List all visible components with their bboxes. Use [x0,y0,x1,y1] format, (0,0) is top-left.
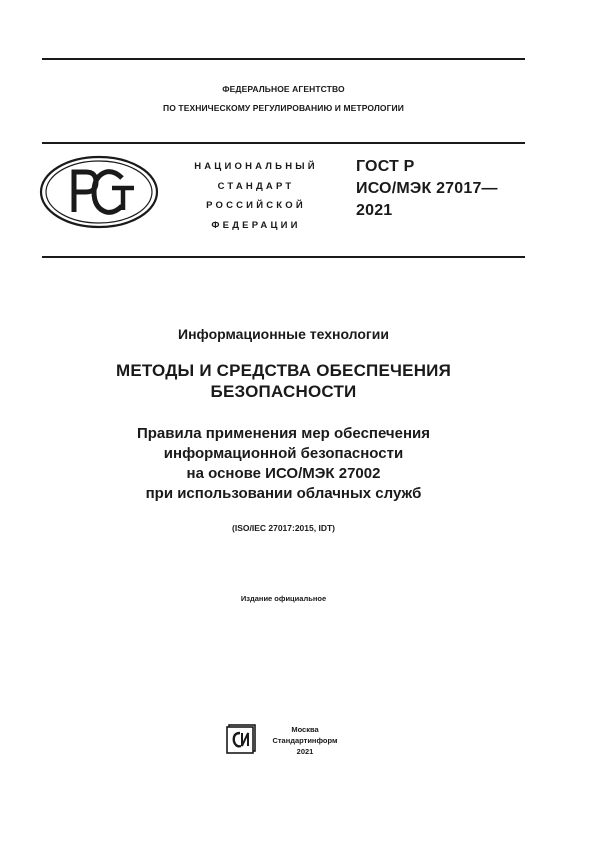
middle-rule [42,142,525,144]
publisher-name: Стандартинформ [272,736,338,745]
publisher-city: Москва [291,725,319,734]
subtitle-line-3: на основе ИСО/МЭК 27002 [186,465,381,482]
iso-reference: (ISO/IEC 27017:2015, IDT) [232,523,335,533]
agency-line-1: ФЕДЕРАЛЬНОЕ АГЕНТСТВО [222,84,345,94]
lower-rule [42,256,525,258]
edition-note: Издание официальное [240,594,327,603]
standartinform-logo-icon [226,724,256,754]
document-field: Информационные технологии [178,326,389,342]
document-title [42,360,525,402]
national-line-1: НАЦИОНАЛЬНЫЙ [194,161,318,172]
top-rule [42,58,525,60]
document-subtitle [42,424,525,504]
rst-logo-icon [38,154,160,230]
agency-header [42,80,525,118]
subtitle-line-2: информационной безопасности [163,445,404,462]
standard-code-line-2: ИСО/МЭК 27017— [356,180,498,197]
standard-code-line-3: 2021 [356,202,393,219]
agency-line-2: ПО ТЕХНИЧЕСКОМУ РЕГУЛИРОВАНИЮ И МЕТРОЛОГИИ [163,103,404,113]
title-line-1: МЕТОДЫ И СРЕДСТВА ОБЕСПЕЧЕНИЯ [115,361,452,380]
national-line-3: РОССИЙСКОЙ [206,200,306,211]
national-line-4: ФЕДЕРАЦИИ [211,219,301,231]
publisher-block [264,724,346,757]
national-standard-label [172,157,340,235]
subtitle-line-1: Правила применения мер обеспечения [136,425,431,442]
standard-code [356,156,498,222]
subtitle-line-4: при использовании облачных служб [145,485,422,502]
national-line-2: СТАНДАРТ [217,180,295,192]
publisher-year: 2021 [296,747,314,756]
title-line-2: БЕЗОПАСНОСТИ [210,382,357,401]
standard-code-line-1: ГОСТ Р [356,158,415,175]
